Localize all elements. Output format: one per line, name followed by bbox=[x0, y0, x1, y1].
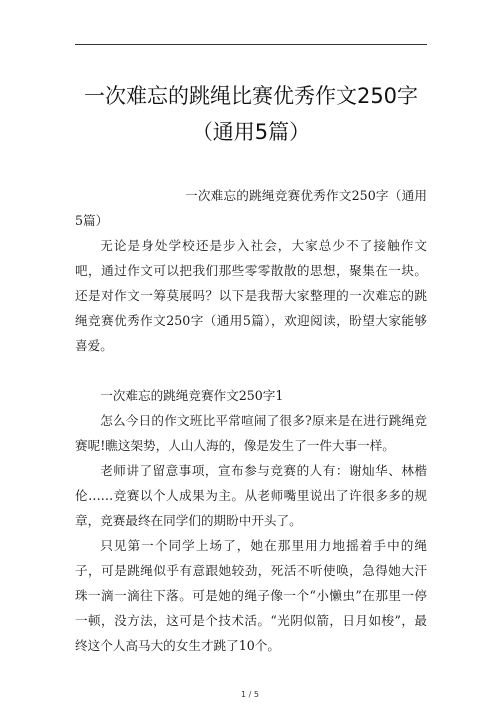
section-heading: 一次难忘的跳绳竞赛作文250字1 bbox=[100, 388, 284, 403]
document-subtitle: 一次难忘的跳绳竞赛优秀作文250字（通用5篇） bbox=[75, 188, 427, 228]
document-title: 一次难忘的跳绳比赛优秀作文250字（通用5篇） bbox=[83, 84, 419, 144]
intro-paragraph: 无论是身处学校还是步入社会，大家总少不了接触作文吧，通过作文可以把我们那些零零散散的思想，聚集在一块。还是对作文一筹莫展吗？以下是我帮大家整理的一次难忘的跳绳竞赛优秀作文250字（通用5篇），欢迎阅读，盼望大家能够喜爱。 bbox=[75, 238, 427, 353]
paragraph-spacer bbox=[75, 358, 427, 383]
body-paragraph-3: 只见第一个同学上场了，她在那里用力地摇着手中的绳子，可是跳绳似乎有意跟她较劲，死活不听使唤，急得她大汗珠一滴一滴往下落。可是她的绳子像一个“小懒虫”在那里一停一顿，没方法，这可是个技术活。“光阴似箭，日月如梭”，最终这个人高马大的女生才跳了10个。 bbox=[75, 538, 427, 653]
body-paragraph-1: 怎么今日的作文班比平常喧闹了很多?原来是在进行跳绳竞赛呢!瞧这架势，人山人海的，像是发生了一件大事一样。 bbox=[75, 413, 427, 453]
body-paragraph-2: 老师讲了留意事项，宣布参与竞赛的人有：谢灿华、林楷伦……竞赛以个人成果为主。从老师嘴里说出了许很多多的规章，竞赛最终在同学们的期盼中开头了。 bbox=[75, 463, 427, 528]
page-number: 1 / 5 bbox=[241, 690, 259, 699]
document-body bbox=[75, 183, 427, 658]
header-rule bbox=[75, 44, 427, 45]
